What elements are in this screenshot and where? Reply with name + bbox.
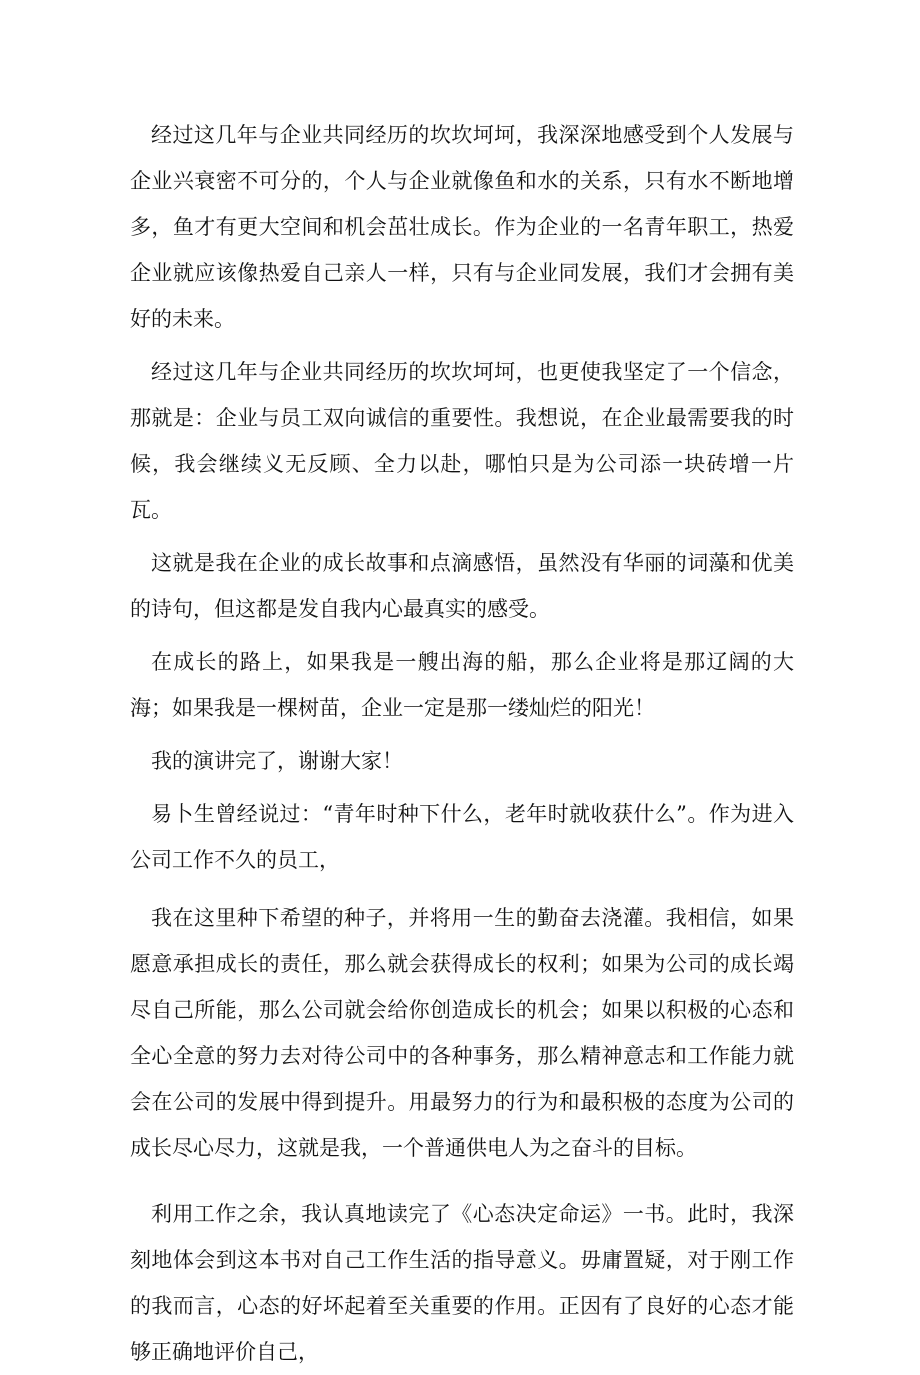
paragraph-5: 我的演讲完了，谢谢大家！ — [151, 749, 403, 773]
paragraph-8: 利用工作之余，我认真地读完了《心态决定命运》一书。此时，我深刻地体会到这本书对自己工作生活的指导意义。毋庸置疑，对于刚工作的我而言，心态的好坏起着至关重要的作用。正因有了良好的心态才能够正确地评价自己， — [130, 1202, 794, 1364]
document-body — [130, 112, 794, 1375]
paragraph-3: 这就是我在企业的成长故事和点滴感悟，虽然没有华丽的词藻和优美的诗句，但这都是发自我内心最真实的感受。 — [130, 551, 794, 621]
paragraph-2: 经过这几年与企业共同经历的坎坎坷坷，也更使我坚定了一个信念，那就是：企业与员工双向诚信的重要性。我想说，在企业最需要我的时候，我会继续义无反顾、全力以赴，哪怕只是为公司添一块砖增一片瓦。 — [130, 360, 794, 522]
paragraph-6: 易卜生曾经说过：“青年时种下什么，老年时就收获什么”。作为进入公司工作不久的员工， — [130, 802, 794, 872]
paragraph-1: 经过这几年与企业共同经历的坎坎坷坷，我深深地感受到个人发展与企业兴衰密不可分的，个人与企业就像鱼和水的关系，只有水不断地增多，鱼才有更大空间和机会茁壮成长。作为企业的一名青年职工，热爱企业就应该像热爱自己亲人一样，只有与企业同发展，我们才会拥有美好的未来。 — [130, 123, 794, 331]
paragraph-4: 在成长的路上，如果我是一艘出海的船，那么企业将是那辽阔的大海；如果我是一棵树苗，企业一定是那一缕灿烂的阳光！ — [130, 650, 794, 720]
paragraph-7: 我在这里种下希望的种子，并将用一生的勤奋去浇灌。我相信，如果愿意承担成长的责任，那么就会获得成长的权利；如果为公司的成长竭尽自己所能，那么公司就会给你创造成长的机会；如果以积极的心态和全心全意的努力去对待公司中的各种事务，那么精神意志和工作能力就会在公司的发展中得到提升。用最努力的行为和最积极的态度为公司的成长尽心尽力，这就是我，一个普通供电人为之奋斗的目标。 — [130, 906, 794, 1160]
